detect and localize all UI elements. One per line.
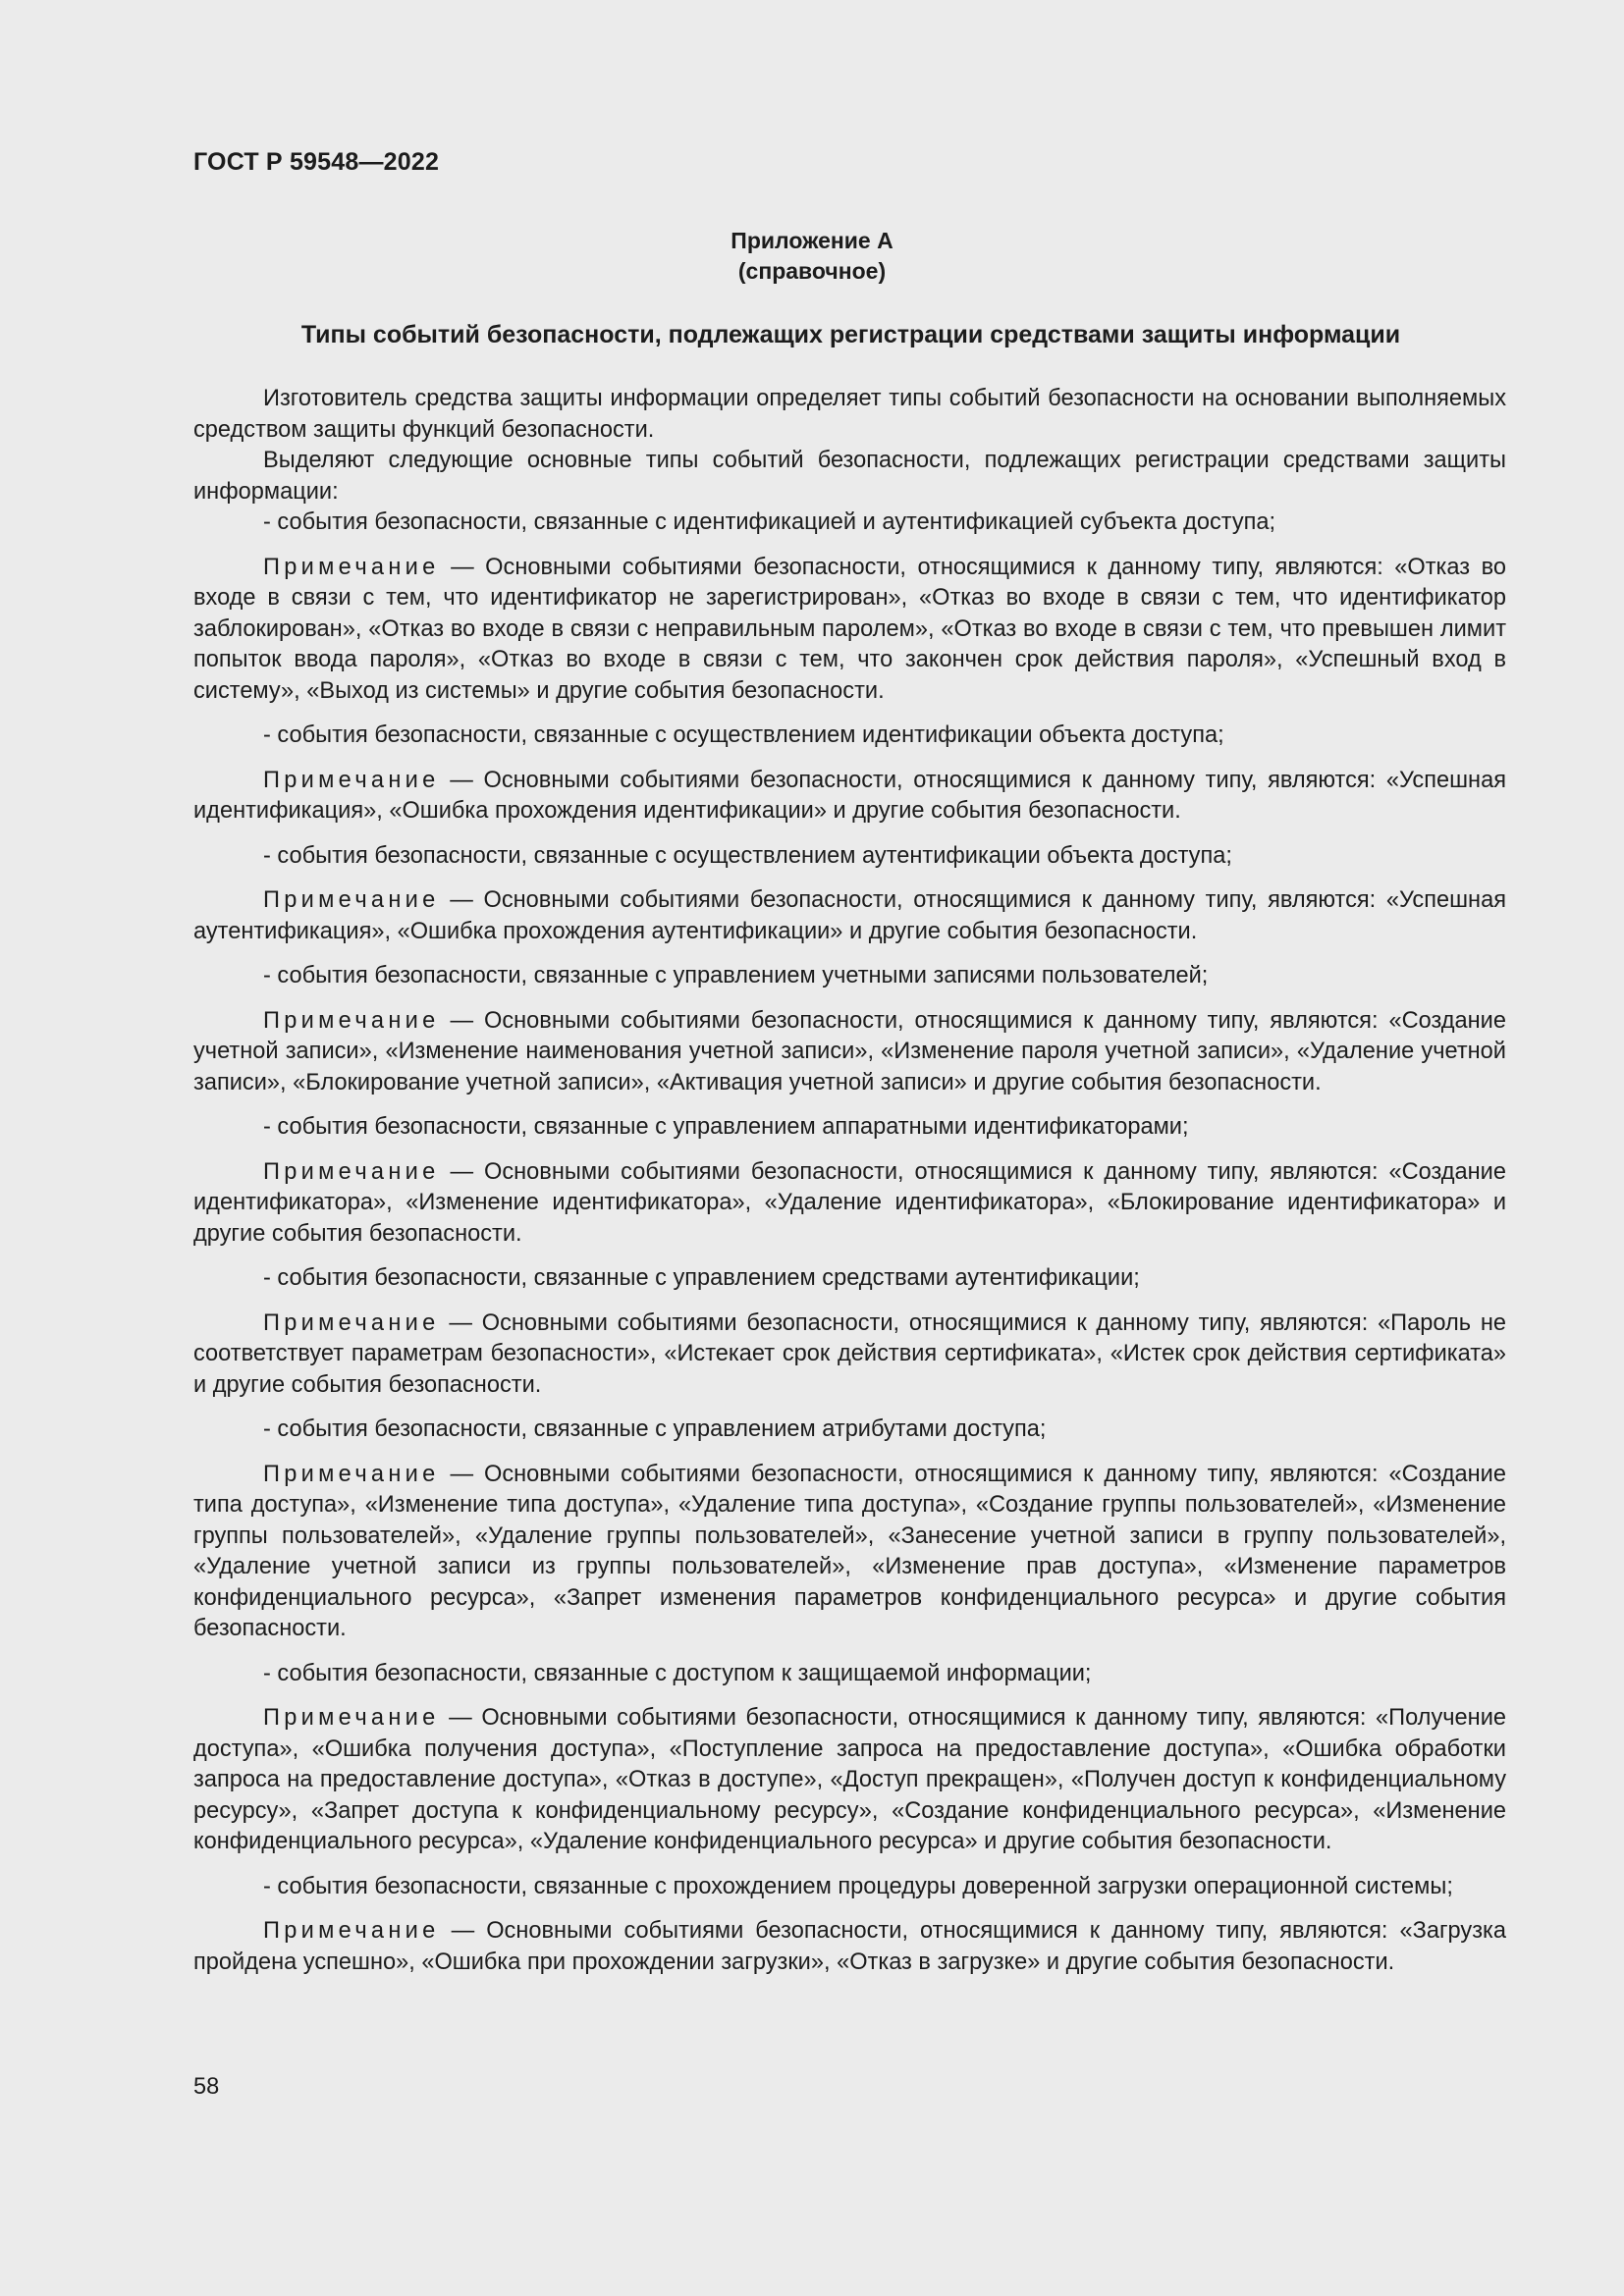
note-paragraph (193, 885, 1506, 947)
note-label: Примечание (263, 1007, 440, 1034)
event-type-item: - события безопасности, связанные с прохождением процедуры доверенной загрузки операционной системы; (263, 1873, 1453, 1899)
event-type-item: - события безопасности, связанные с управлением аппаратными идентификаторами; (263, 1114, 1189, 1140)
note-label: Примечание (263, 1705, 440, 1731)
note-label: Примечание (263, 1158, 440, 1185)
note-label: Примечание (263, 1918, 440, 1944)
note-paragraph (193, 1460, 1506, 1645)
section-title: Типы событий безопасности, подлежащих регистрации средствами защиты информации (300, 321, 1401, 348)
note-paragraph (193, 766, 1506, 828)
note-text: «Загрузка пройдена успешно», «Ошибка при прохождении загрузки», «Отказ в загрузке» и другие события безопасности. (193, 1918, 1506, 1975)
note-lead: — Основными событиями безопасности, относящимися к данному типу, являются: (439, 1461, 1389, 1487)
annex-heading (0, 226, 1624, 287)
note-text: «Создание учетной записи», «Изменение наименования учетной записи», «Изменение пароля учетной записи», «Удаление учетной записи», «Блокирование учетной записи», «Активация учетной записи» и другие события безопасности. (193, 1007, 1506, 1095)
note-text: «Отказ во входе в связи с тем, что идентификатор не зарегистрирован», «Отказ во входе в связи с тем, что идентификатор заблокирован», «Отказ во входе в связи с неправильным паролем», «Отказ во входе в связи с тем, что превышен лимит попыток ввода пароля», «Отказ во входе в связи с тем, что закончен срок действия пароля», «Успешный вход в систему», «Выход из системы» и другие события безопасности. (193, 554, 1506, 704)
note-paragraph (193, 1916, 1506, 1978)
note-label: Примечание (263, 767, 440, 793)
note-text: «Создание типа доступа», «Изменение типа доступа», «Удаление типа доступа», «Создание группы пользователей», «Изменение группы пользователей», «Удаление группы пользователей», «Занесение учетной записи в группу пользователей», «Удаление учетной записи из группы пользователей», «Изменение прав доступа», «Изменение параметров конфиденциального ресурса», «Запрет изменения параметров конфиденциального ресурса» и другие события безопасности. (193, 1461, 1506, 1641)
event-type-item: - события безопасности, связанные с управлением средствами аутентификации; (263, 1265, 1140, 1291)
note-lead: — Основными событиями безопасности, относящимися к данному типу, являются: (439, 554, 1395, 580)
annex-title: Приложение А (731, 228, 893, 253)
annex-subtitle: (справочное) (737, 258, 887, 284)
note-lead: — Основными событиями безопасности, относящимися к данному типу, являются: (439, 1705, 1376, 1731)
note-text: «Пароль не соответствует параметрам безопасности», «Истекает срок действия сертификата», «Истек срок действия сертификата» и другие события безопасности. (193, 1309, 1506, 1398)
note-paragraph (193, 1006, 1506, 1099)
note-lead: — Основными событиями безопасности, относящимися к данному типу, являются: (439, 767, 1386, 793)
note-text: «Получение доступа», «Ошибка получения доступа», «Поступление запроса на предоставление доступа», «Ошибка обработки запроса на предоставление доступа», «Отказ в доступе», «Доступ прекращен», «Получен доступ к конфиденциальному ресурсу», «Запрет доступа к конфиденциальному ресурсу», «Создание конфиденциального ресурса», «Изменение конфиденциального ресурса», «Удаление конфиденциального ресурса» и другие события безопасности. (193, 1705, 1506, 1854)
event-type-item: - события безопасности, связанные с управлением атрибутами доступа; (263, 1416, 1047, 1442)
note-paragraph (193, 1308, 1506, 1402)
note-text: «Создание идентификатора», «Изменение идентификатора», «Удаление идентификатора», «Блокирование идентификатора» и другие события безопасности. (193, 1158, 1506, 1247)
note-label: Примечание (263, 554, 440, 580)
note-label: Примечание (263, 1309, 440, 1336)
event-type-item: - события безопасности, связанные с осуществлением идентификации объекта доступа; (263, 722, 1224, 748)
body-text (193, 384, 1506, 1978)
note-lead: — Основными событиями безопасности, относящимися к данному типу, являются: (439, 1918, 1400, 1944)
event-type-item: - события безопасности, связанные с осуществлением аутентификации объекта доступа; (263, 842, 1232, 869)
document-code: ГОСТ Р 59548—2022 (193, 148, 440, 176)
page-number: 58 (193, 2074, 220, 2100)
intro-paragraph: Выделяют следующие основные типы событий безопасности, подлежащих регистрации средствами защиты информации: (193, 448, 1506, 505)
event-type-item: - события безопасности, связанные с идентификацией и аутентификацией субъекта доступа; (263, 509, 1276, 535)
note-text: «Успешная аутентификация», «Ошибка прохождения аутентификации» и другие события безопасности. (193, 887, 1506, 944)
note-label: Примечание (263, 1461, 440, 1487)
note-lead: — Основными событиями безопасности, относящимися к данному типу, являются: (439, 1309, 1379, 1336)
note-paragraph (193, 1157, 1506, 1251)
note-label: Примечание (263, 887, 440, 913)
note-paragraph (193, 1703, 1506, 1858)
note-lead: — Основными событиями безопасности, относящимися к данному типу, являются: (439, 887, 1386, 913)
event-type-item: - события безопасности, связанные с доступом к защищаемой информации; (263, 1660, 1092, 1686)
note-text: «Успешная идентификация», «Ошибка прохождения идентификации» и другие события безопасности. (193, 767, 1506, 824)
note-paragraph (193, 553, 1506, 708)
note-lead: — Основными событиями безопасности, относящимися к данному типу, являются: (439, 1007, 1389, 1034)
note-lead: — Основными событиями безопасности, относящимися к данному типу, являются: (439, 1158, 1389, 1185)
intro-paragraph: Изготовитель средства защиты информации определяет типы событий безопасности на основании выполняемых средством защиты функций безопасности. (193, 386, 1506, 443)
event-type-item: - события безопасности, связанные с управлением учетными записями пользователей; (263, 963, 1209, 988)
